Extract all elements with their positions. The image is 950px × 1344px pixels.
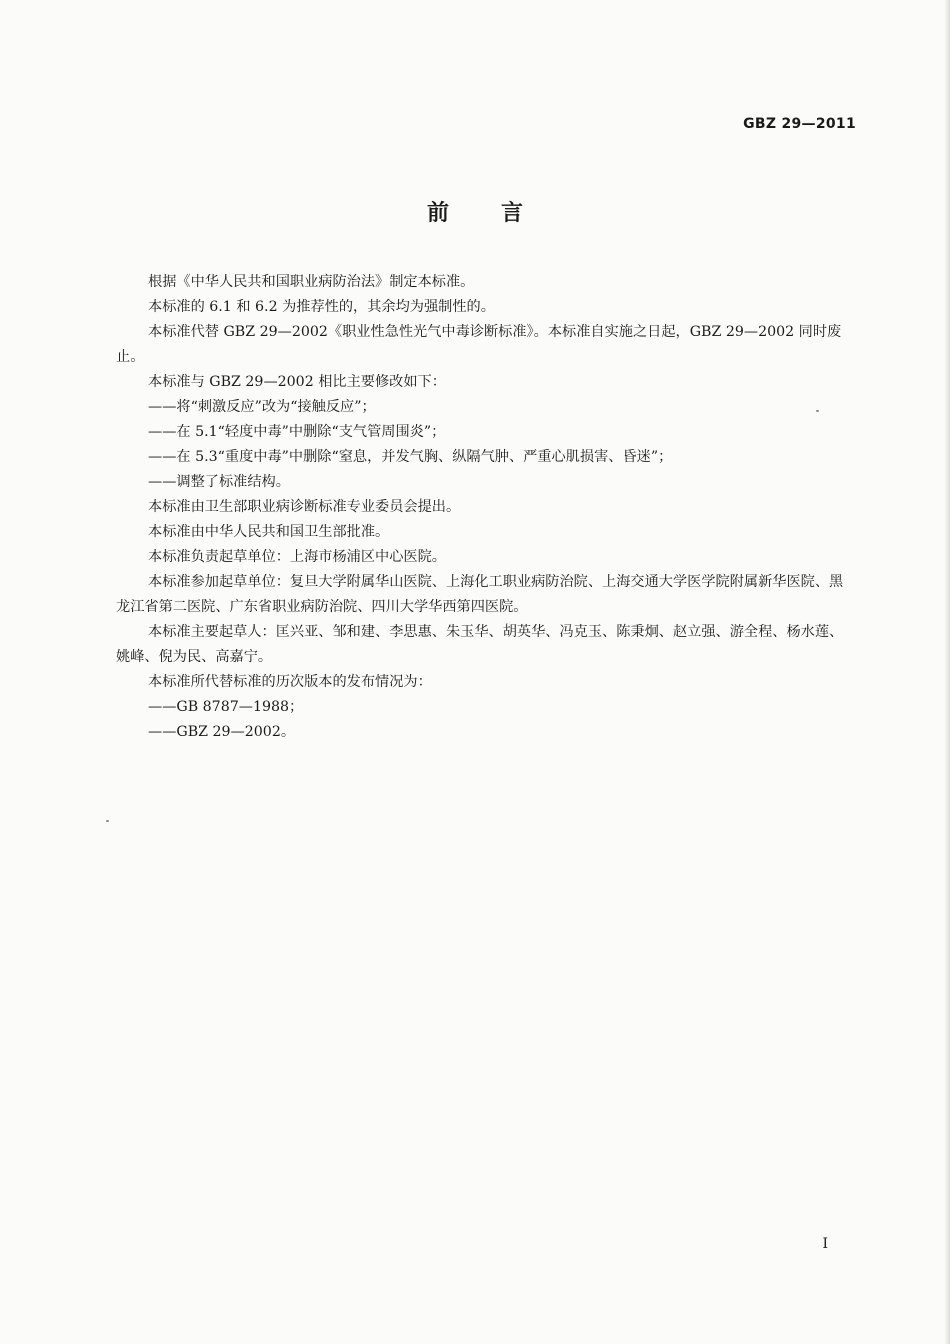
- list-item: ——GB 8787—1988；: [148, 699, 304, 715]
- list-item: ——GBZ 29—2002。: [148, 724, 296, 740]
- list-item: ——调整了标准结构。: [148, 474, 290, 490]
- list-item: ——在 5.1“轻度中毒”中删除“支气管周围炎”；: [148, 424, 446, 440]
- scan-speck: [816, 410, 819, 412]
- paragraph: 根据《中华人民共和国职业病防治法》制定本标准。: [148, 274, 475, 290]
- paragraph: 本标准由中华人民共和国卫生部批准。: [148, 524, 390, 540]
- paragraph: 本标准与 GBZ 29—2002 相比主要修改如下：: [148, 374, 446, 390]
- list-item: ——将“刺激反应”改为“接触反应”；: [148, 399, 376, 415]
- standard-code: GBZ 29—2011: [743, 116, 856, 132]
- paragraph: 本标准由卫生部职业病诊断标准专业委员会提出。: [148, 499, 461, 515]
- list-item: ——在 5.3“重度中毒”中删除“窒息，并发气胸、纵隔气肿、严重心肌损害、昏迷”；: [148, 449, 673, 465]
- paragraph: 本标准主要起草人：匡兴亚、邹和建、李思惠、朱玉华、胡英华、冯克玉、陈秉炯、赵立强、游全程、杨水莲、姚峰、倪为民、高嘉宁。: [116, 624, 844, 665]
- page-number: I: [822, 1236, 828, 1252]
- scan-speck: [106, 820, 109, 822]
- paragraph: 本标准的 6.1 和 6.2 为推荐性的，其余均为强制性的。: [148, 299, 495, 315]
- paragraph: 本标准代替 GBZ 29—2002《职业性急性光气中毒诊断标准》。本标准自实施之日起，GBZ 29—2002 同时废止。: [116, 324, 842, 365]
- paragraph: 本标准负责起草单位：上海市杨浦区中心医院。: [148, 549, 446, 565]
- foreword-body: [116, 270, 856, 745]
- paragraph: 本标准参加起草单位：复旦大学附属华山医院、上海化工职业病防治院、上海交通大学医学院附属新华医院、黑龙江省第二医院、广东省职业病防治院、四川大学华西第四医院。: [116, 574, 844, 615]
- page-title: 前言: [426, 201, 575, 226]
- paragraph: 本标准所代替标准的历次版本的发布情况为：: [148, 674, 432, 690]
